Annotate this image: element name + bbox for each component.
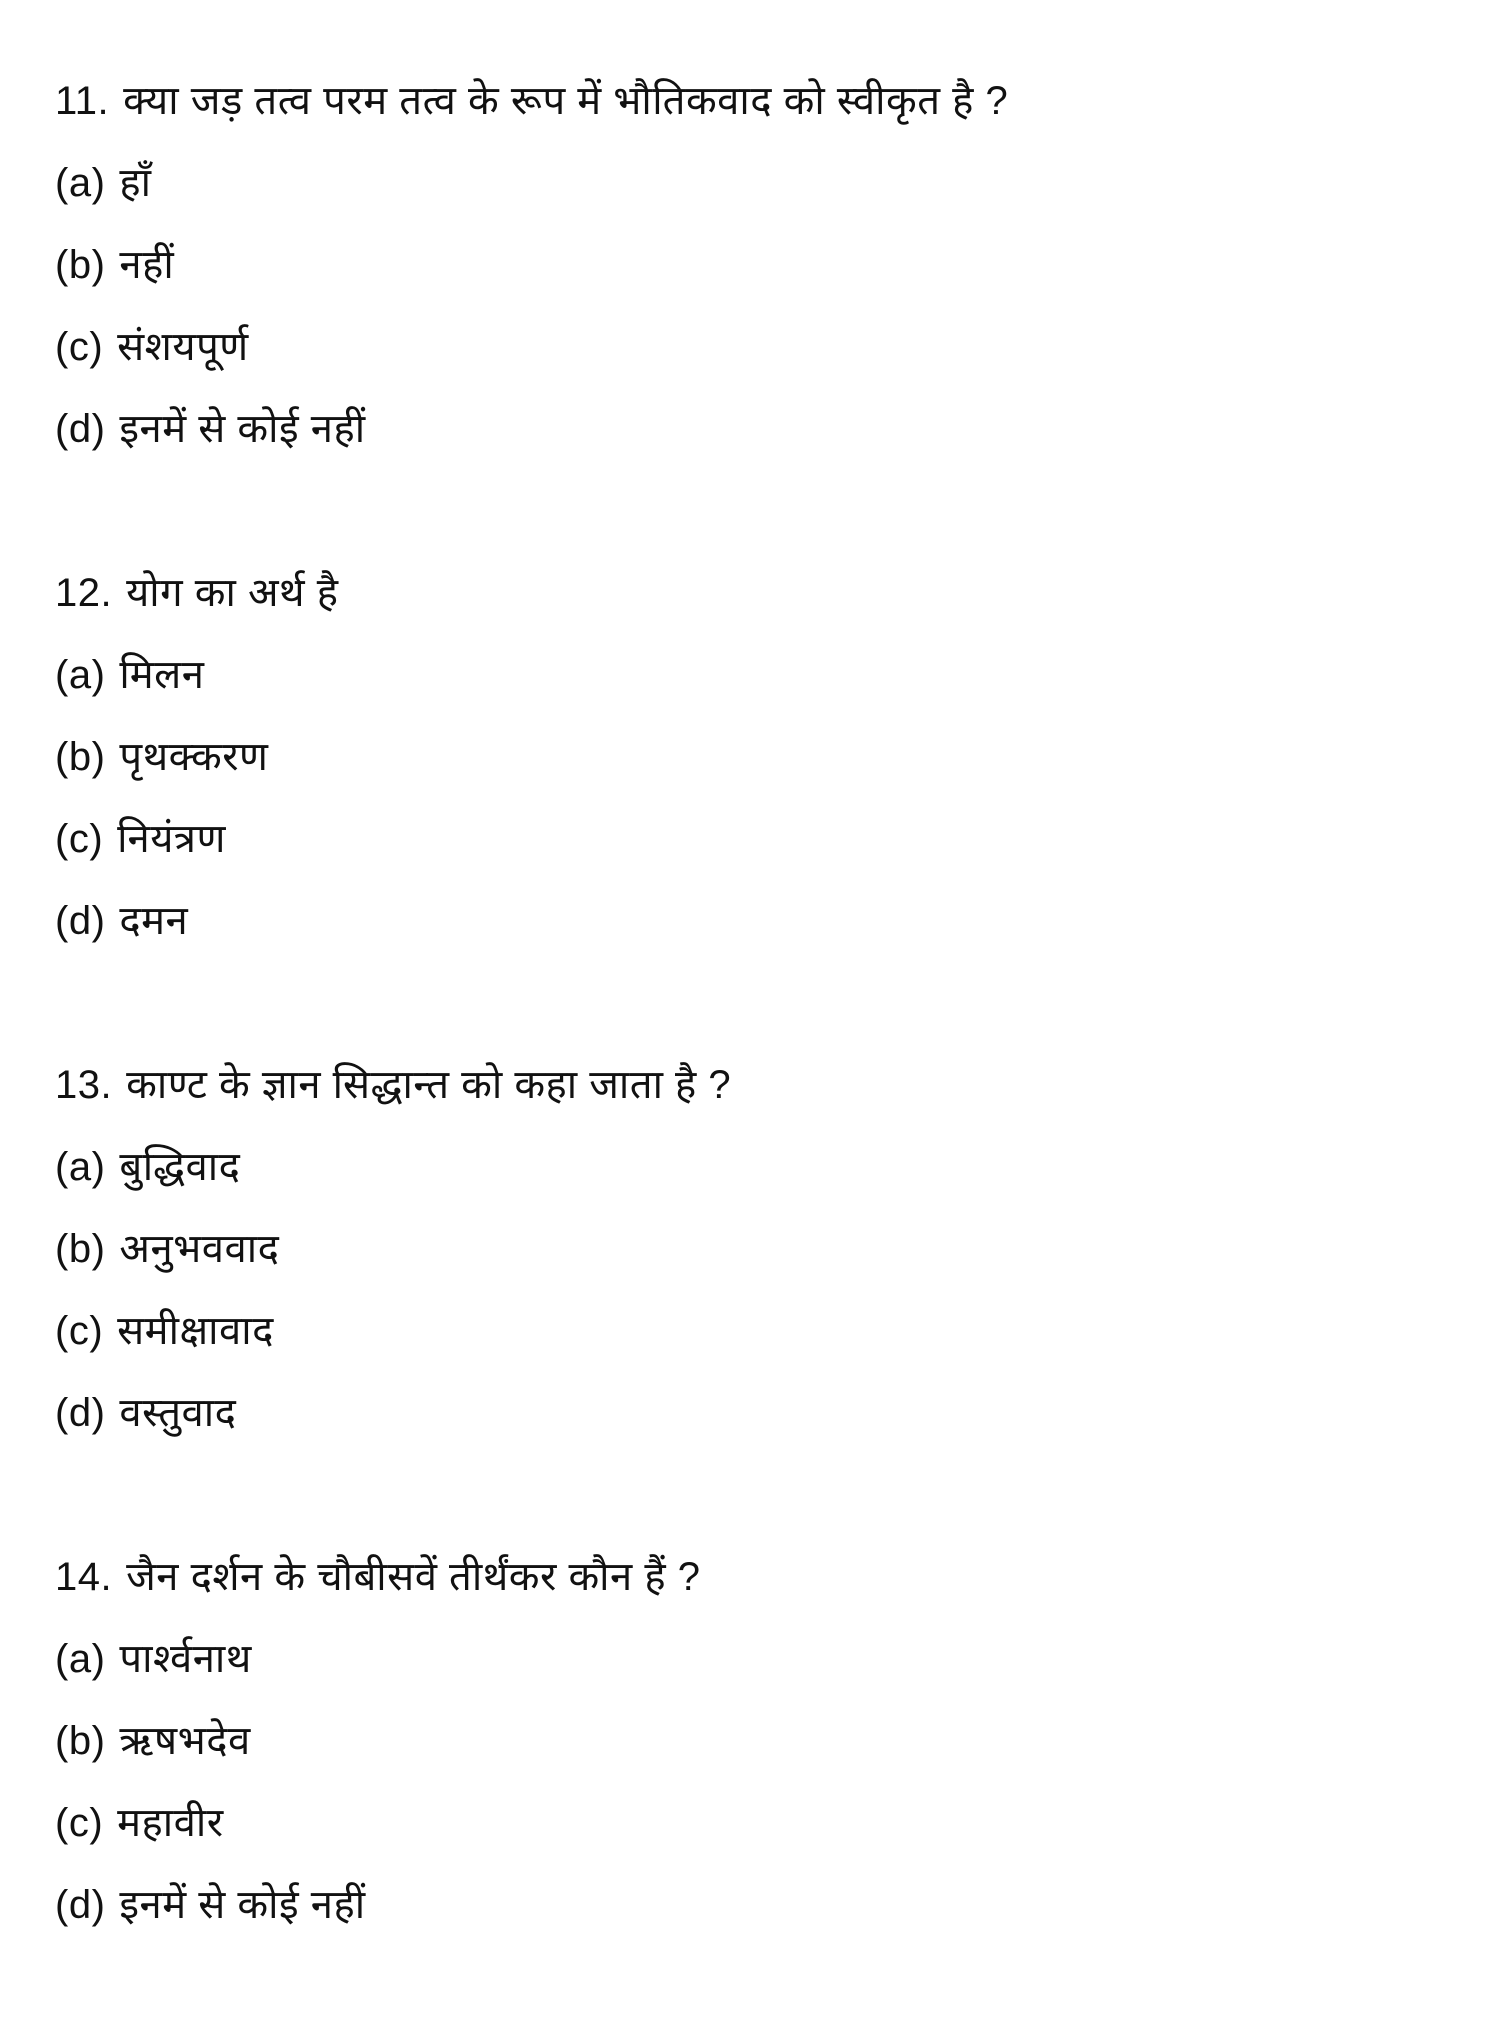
option-item <box>55 142 1465 224</box>
question-block <box>55 60 1465 470</box>
question-text <box>55 552 1465 634</box>
question-number: 14. <box>55 1555 113 1599</box>
option-label: (b) <box>55 735 106 779</box>
question-number: 13. <box>55 1063 113 1107</box>
option-text: मिलन <box>119 653 205 697</box>
option-text: महावीर <box>117 1801 224 1845</box>
question-text <box>55 1044 1465 1126</box>
question-stem: क्या जड़ तत्व परम तत्व के रूप में भौतिकवाद को स्वीकृत है ? <box>123 79 1009 123</box>
option-item <box>55 1372 1465 1454</box>
question-block <box>55 1536 1465 1946</box>
option-label: (b) <box>55 1719 106 1763</box>
option-item <box>55 1618 1465 1700</box>
option-label: (a) <box>55 653 106 697</box>
option-text: इनमें से कोई नहीं <box>119 1883 366 1927</box>
question-text <box>55 1536 1465 1618</box>
option-item <box>55 1290 1465 1372</box>
option-label: (d) <box>55 1391 106 1435</box>
question-stem: योग का अर्थ है <box>126 571 339 615</box>
option-label: (d) <box>55 1883 106 1927</box>
question-sheet <box>55 60 1465 2028</box>
option-text: अनुभववाद <box>119 1227 280 1271</box>
option-item <box>55 388 1465 470</box>
option-text: वस्तुवाद <box>119 1391 237 1435</box>
option-item <box>55 634 1465 716</box>
option-label: (d) <box>55 899 106 943</box>
option-text: बुद्धिवाद <box>119 1145 241 1189</box>
option-item <box>55 880 1465 962</box>
option-text: समीक्षावाद <box>117 1309 274 1353</box>
option-text: हाँ <box>119 161 152 205</box>
option-item <box>55 1864 1465 1946</box>
question-number: 12. <box>55 571 113 615</box>
option-item <box>55 1208 1465 1290</box>
option-item <box>55 798 1465 880</box>
option-text: ऋषभदेव <box>119 1719 251 1763</box>
option-text: पृथक्करण <box>119 735 269 779</box>
option-label: (c) <box>55 817 104 861</box>
question-text <box>55 60 1465 142</box>
option-item <box>55 716 1465 798</box>
option-label: (c) <box>55 325 104 369</box>
option-label: (d) <box>55 407 106 451</box>
option-item <box>55 224 1465 306</box>
question-stem: जैन दर्शन के चौबीसवें तीर्थंकर कौन हैं ? <box>126 1555 701 1599</box>
option-label: (a) <box>55 1637 106 1681</box>
option-item <box>55 306 1465 388</box>
option-item <box>55 1782 1465 1864</box>
question-stem: काण्ट के ज्ञान सिद्धान्त को कहा जाता है ? <box>126 1063 732 1107</box>
option-text: संशयपूर्ण <box>117 325 249 369</box>
option-text: नहीं <box>119 243 175 287</box>
option-text: पार्श्वनाथ <box>119 1637 252 1681</box>
option-text: दमन <box>119 899 189 943</box>
option-label: (a) <box>55 161 106 205</box>
option-item <box>55 1700 1465 1782</box>
option-item <box>55 1126 1465 1208</box>
option-label: (c) <box>55 1801 104 1845</box>
question-block <box>55 1044 1465 1454</box>
question-block <box>55 552 1465 962</box>
option-label: (b) <box>55 243 106 287</box>
option-label: (c) <box>55 1309 104 1353</box>
option-text: इनमें से कोई नहीं <box>119 407 366 451</box>
option-label: (a) <box>55 1145 106 1189</box>
option-label: (b) <box>55 1227 106 1271</box>
question-number: 11. <box>55 79 110 123</box>
option-text: नियंत्रण <box>117 817 226 861</box>
